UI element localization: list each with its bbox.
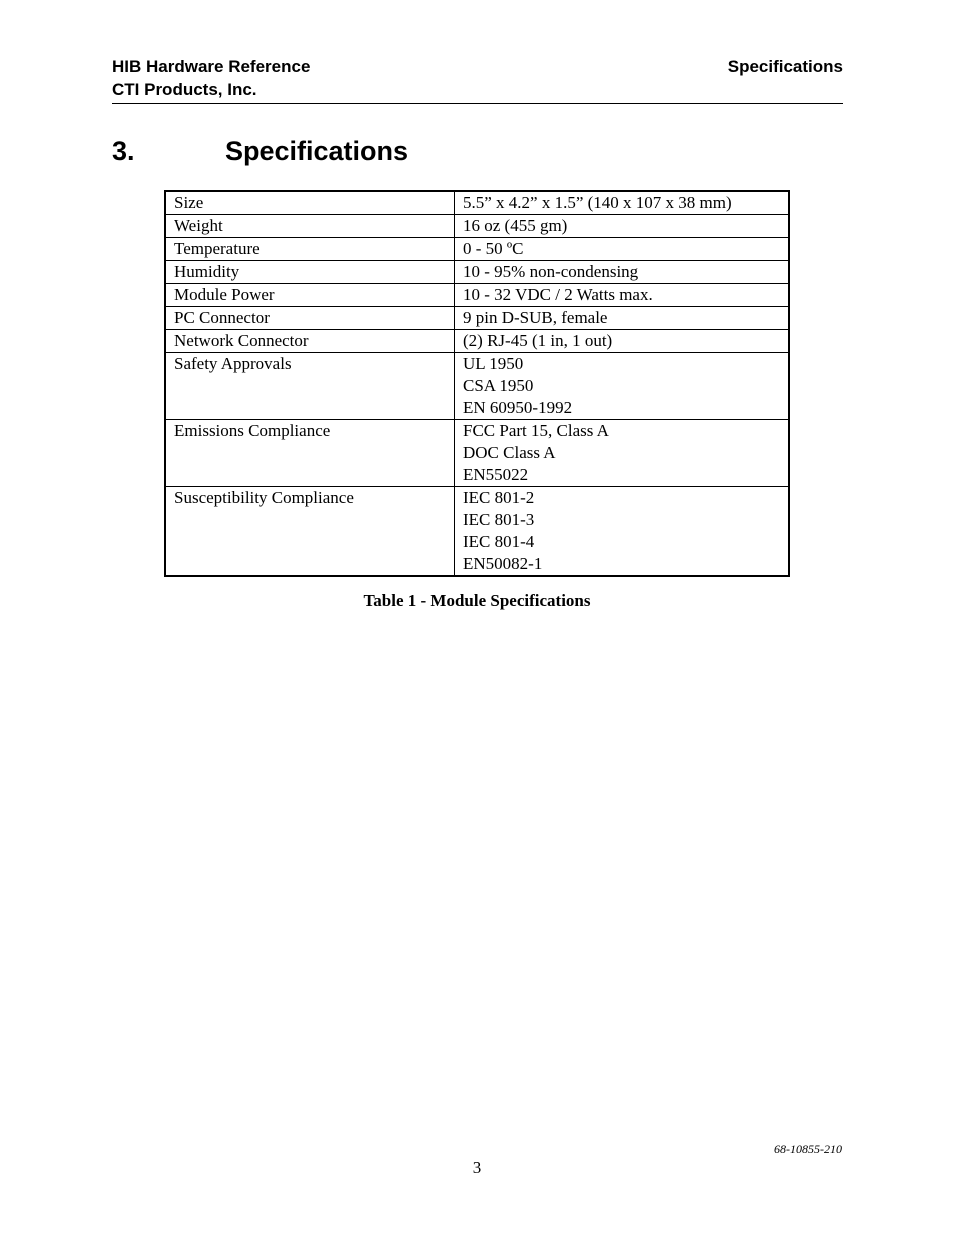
spec-value-cell — [455, 261, 790, 284]
header-section-name: Specifications — [727, 57, 843, 76]
header-document-title: HIB Hardware Reference — [112, 57, 311, 76]
spec-value: IEC 801-3 — [463, 510, 535, 529]
spec-value: IEC 801-2 — [463, 488, 535, 507]
spec-value-cell — [455, 353, 790, 420]
spec-value-cell — [455, 238, 790, 261]
spec-label: Susceptibility Compliance — [165, 487, 455, 577]
table-row — [165, 353, 789, 420]
table-row — [165, 420, 789, 487]
specifications-table-body — [165, 191, 789, 576]
spec-value: (2) RJ-45 (1 in, 1 out) — [463, 331, 613, 350]
specifications-table — [164, 190, 790, 577]
spec-label: Humidity — [165, 261, 455, 284]
spec-label: Temperature — [165, 238, 455, 261]
section-heading — [112, 134, 408, 168]
section-title: Specifications — [225, 136, 409, 166]
spec-value: EN55022 — [463, 465, 529, 484]
spec-value: 5.5” x 4.2” x 1.5” (140 x 107 x 38 mm) — [463, 193, 732, 212]
table-row — [165, 238, 789, 261]
spec-value: CSA 1950 — [463, 376, 534, 395]
page-header — [112, 56, 843, 104]
table-row — [165, 307, 789, 330]
spec-value-cell — [455, 284, 790, 307]
spec-value-cell — [455, 420, 790, 487]
spec-label: Weight — [165, 215, 455, 238]
table-row — [165, 191, 789, 215]
table-row — [165, 330, 789, 353]
section-number: 3. — [112, 136, 135, 166]
header-company-name: CTI Products, Inc. — [112, 80, 257, 99]
spec-label: Network Connector — [165, 330, 455, 353]
table-row — [165, 284, 789, 307]
spec-label: Safety Approvals — [165, 353, 455, 420]
table-caption: Table 1 - Module Specifications — [363, 591, 591, 610]
table-row — [165, 215, 789, 238]
spec-value: 9 pin D-SUB, female — [463, 308, 608, 327]
spec-label: PC Connector — [165, 307, 455, 330]
table-row — [165, 487, 789, 577]
spec-value: UL 1950 — [463, 354, 524, 373]
spec-value-cell — [455, 307, 790, 330]
spec-value: 10 - 32 VDC / 2 Watts max. — [463, 285, 653, 304]
document-number: 68-10855-210 — [774, 1142, 842, 1156]
table-row — [165, 261, 789, 284]
spec-value: EN 60950-1992 — [463, 398, 573, 417]
spec-value: DOC Class A — [463, 443, 556, 462]
page-number: 3 — [472, 1158, 482, 1177]
spec-value: EN50082-1 — [463, 554, 543, 573]
spec-value: 16 oz (455 gm) — [463, 216, 568, 235]
spec-value-cell — [455, 330, 790, 353]
spec-value: FCC Part 15, Class A — [463, 421, 609, 440]
spec-value-cell — [455, 191, 790, 215]
spec-value-cell — [455, 487, 790, 577]
spec-value: 0 - 50 ºC — [463, 239, 524, 258]
spec-value: IEC 801-4 — [463, 532, 535, 551]
spec-value-cell — [455, 215, 790, 238]
spec-label: Emissions Compliance — [165, 420, 455, 487]
spec-label: Size — [165, 191, 455, 215]
spec-label: Module Power — [165, 284, 455, 307]
spec-value: 10 - 95% non-condensing — [463, 262, 639, 281]
